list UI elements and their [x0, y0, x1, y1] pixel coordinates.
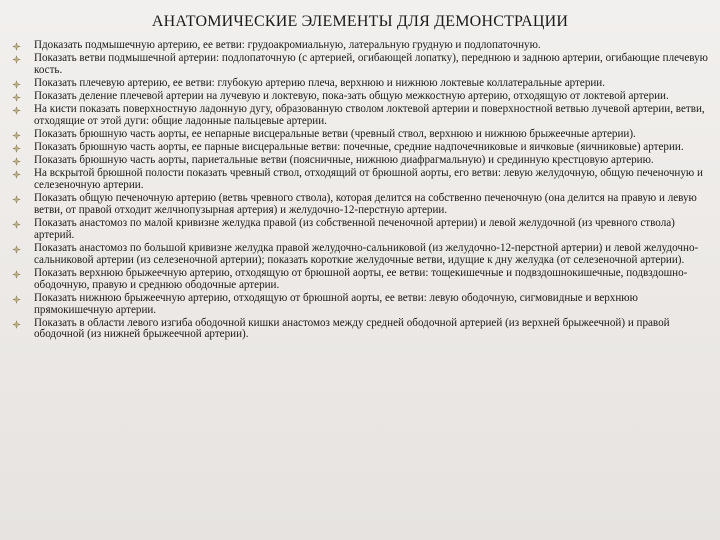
- list-item: [12, 78, 712, 90]
- list-item: [12, 218, 712, 242]
- list-item-text: Показать деление плечевой артерии на лучевую и локтевую, пока-зать общую межкостную артерию, отходящую от локтевой артерии.: [34, 90, 669, 103]
- list-item-text: Показать анастомоз по малой кривизне желудка правой (из собственной печеночной артерии) и левой желудочной (из чревного ствола) артерий.: [34, 217, 675, 241]
- list-item: [12, 91, 712, 103]
- list-item-text: Показать брюшную часть аорты, ее парные висцеральные ветви: почечные, средние надпочечниковые и яичковые (яичниковые) артерии.: [34, 141, 684, 154]
- diamond-bullet-icon: [12, 320, 21, 329]
- list-item-text: Показать брюшную часть аорты, ее непарные висцеральные ветви (чревный ствол, верхнюю и нижнюю брыжеечные артерии).: [34, 128, 636, 141]
- diamond-bullet-icon: [12, 106, 21, 115]
- diamond-bullet-icon: [12, 55, 21, 64]
- list-item-text: Показать плечевую артерию, ее ветви: глубокую артерию плеча, верхнюю и нижнюю локтевые коллатеральные артерии.: [34, 76, 606, 89]
- list-item-text: Показать ветви подмышечной артерии: подлопаточную (с артерией, огибающей лопатку), переднюю и заднюю артерии, огибающие плечевую кость.: [34, 52, 708, 76]
- list-item: [12, 142, 712, 154]
- list-item-text: На вскрытой брюшной полости показать чревный ствол, отходящий от брюшной аорты, его ветви: левую желудочную, общую печеночную и селезеночную артерии.: [34, 167, 703, 192]
- list-item-text: Показать верхнюю брыжеечную артерию, отходящую от брюшной аорты, ее ветви: тощекишечные и подвздошнокишечные, подвздошно-ободочную, правую и среднюю ободочные артерии.: [34, 266, 688, 291]
- list-item-text: Показать нижнюю брыжеечную артерию, отходящую от брюшной аорты, ее ветви: левую ободочную, сигмовидные и верхнюю прямокишечную артерии.: [34, 291, 638, 316]
- list-item-text: Показать общую печеночную артерию (ветвь чревного ствола), которая делится на собственно печеночную (она делится на правую и левую ветви, от правой отходит желчнопузырная артерия) и желудочно-12-перстную артерии.: [34, 192, 697, 217]
- diamond-bullet-icon: [12, 195, 21, 204]
- diamond-bullet-icon: [12, 270, 21, 279]
- list-item-text: Показать анастомоз по большой кривизне желудка правой желудочно-сальниковой (из желудочно-12-перстной артерии) и левой желудочно-сальниковой артерии (из селезеночной артерии); показать короткие желудочные ветви, идущие к дну желудка (от селезеночной артерии).: [34, 242, 699, 266]
- diamond-bullet-icon: [12, 144, 21, 153]
- list-item: [12, 268, 712, 292]
- demonstration-list: [12, 40, 712, 343]
- diamond-bullet-icon: [12, 157, 21, 166]
- diamond-bullet-icon: [12, 131, 21, 140]
- list-item-text: Показать в области левого изгиба ободочной кишки анастомоз между средней ободочной артерией (из верхней брыжеечной) и правой ободочной (из нижней брыжеечной артерии).: [34, 316, 670, 341]
- list-item: [12, 129, 712, 141]
- list-item: [12, 53, 712, 77]
- list-item: [12, 155, 712, 167]
- list-item: [12, 243, 712, 267]
- diamond-bullet-icon: [12, 295, 21, 304]
- list-item: [12, 293, 712, 317]
- list-item-text: Показать брюшную часть аорты, париетальные ветви (поясничные, нижнюю диафрагмальную) и срединную крестцовую артерию.: [34, 154, 654, 167]
- list-item: [12, 193, 712, 217]
- list-item: [12, 318, 712, 342]
- list-item-text: Пдоказать подмышечную артерию, ее ветви: грудоакромиальную, латеральную грудную и подлопаточную.: [34, 39, 541, 51]
- diamond-bullet-icon: [12, 245, 21, 254]
- diamond-bullet-icon: [12, 170, 21, 179]
- diamond-bullet-icon: [12, 93, 21, 102]
- diamond-bullet-icon: [12, 220, 21, 229]
- diamond-bullet-icon: [12, 42, 21, 51]
- list-item: [12, 168, 712, 192]
- list-item: [12, 104, 712, 128]
- list-item: [12, 40, 712, 52]
- list-item-text: На кисти показать поверхностную ладонную дугу, образованную стволом локтевой артерии и поверхностной ветвью лучевой артерии, ветви, отходящие от этой дуги: общие ладонные пальцевые артерии.: [34, 103, 705, 127]
- slide-title: АНАТОМИЧЕСКИЕ ЭЛЕМЕНТЫ ДЛЯ ДЕМОНСТРАЦИИ: [151, 13, 569, 30]
- diamond-bullet-icon: [12, 80, 21, 89]
